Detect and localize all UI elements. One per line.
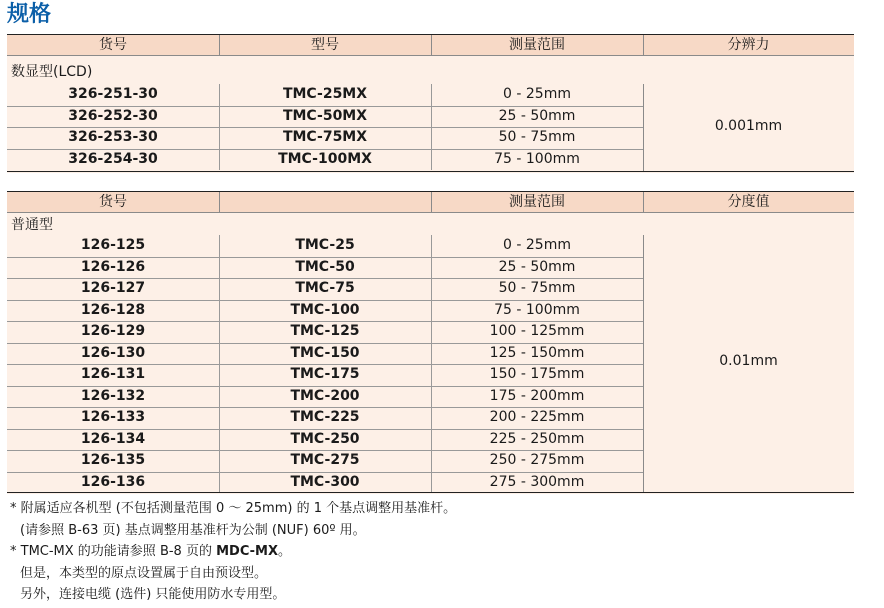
table-row: [7, 257, 854, 279]
note-1-line-1: * 附属适应各机型 (不包括测量范围 0 ～ 25mm) 的 1 个基点调整用基准杆。: [10, 501, 457, 516]
cell-model: TMC-50MX: [282, 107, 368, 124]
category-label: 普通型: [11, 217, 53, 233]
cell-range: 175 - 200mm: [489, 387, 585, 404]
header-graduation: 分度值: [727, 194, 770, 210]
cell-model: TMC-25: [295, 237, 355, 253]
cell-code: 126-129: [80, 323, 146, 339]
table-row: [7, 149, 854, 171]
note-1-line-2: (请参照 B-63 页) 基点调整用基准杆为公制 (NUF) 60º 用。: [20, 522, 366, 538]
category-label: 数显型(LCD): [11, 64, 93, 80]
cell-model: TMC-175: [290, 366, 360, 382]
cell-code: 126-127: [80, 280, 146, 296]
table-row: [7, 321, 854, 343]
cell-model: TMC-125: [290, 323, 360, 339]
note-2-line-3: 另外，连接电缆 (选件) 只能使用防水专用型。: [20, 587, 286, 602]
page-title: 规格: [7, 2, 52, 27]
cell-model: TMC-25MX: [282, 86, 368, 102]
table-row: [7, 407, 854, 429]
cell-model: TMC-150: [290, 344, 360, 361]
cell-model: TMC-300: [290, 473, 360, 490]
note-2-end: 。: [278, 544, 292, 559]
table-row: [7, 450, 854, 472]
header-model: [219, 192, 431, 212]
footnotes: [10, 498, 456, 606]
cell-range: 50 - 75mm: [498, 129, 576, 145]
cell-range: 200 - 225mm: [489, 409, 585, 425]
cell-model: TMC-200: [290, 387, 360, 404]
graduation-value: 0.01mm: [719, 353, 778, 369]
cell-code: 326-253-30: [68, 129, 158, 145]
table-row: [7, 278, 854, 300]
table-row: [7, 472, 854, 494]
header-code: 货号: [99, 37, 127, 53]
table-header: [7, 191, 854, 213]
table-header: [7, 34, 854, 56]
cell-range: 275 - 300mm: [489, 473, 585, 490]
cell-code: 326-252-30: [68, 107, 158, 124]
cell-range: 250 - 275mm: [489, 452, 585, 468]
cell-model: TMC-100: [290, 301, 360, 318]
header-range: 测量范围: [509, 194, 565, 210]
table-row: [7, 235, 854, 257]
cell-range: 225 - 250mm: [489, 430, 585, 447]
resolution-value: 0.001mm: [714, 118, 783, 134]
header-resolution: 分辨力: [727, 37, 770, 53]
cell-range: 0 - 25mm: [503, 86, 571, 102]
note-2-text: * TMC-MX 的功能请参照 B-8 页的: [10, 544, 217, 559]
cell-model: TMC-250: [290, 430, 360, 447]
cell-code: 126-126: [80, 258, 146, 275]
cell-code: 126-135: [80, 452, 146, 468]
cell-range: 75 - 100mm: [494, 150, 580, 167]
table-row: [7, 429, 854, 451]
cell-code: 326-251-30: [68, 86, 158, 102]
table-standard: [7, 191, 854, 494]
header-model: 型号: [311, 37, 339, 53]
cell-model: TMC-75: [295, 280, 355, 296]
cell-code: 126-128: [80, 301, 146, 318]
cell-range: 75 - 100mm: [494, 301, 580, 318]
note-2-model-link: MDC-MX: [216, 544, 279, 559]
table-row: [7, 84, 854, 106]
cell-range: 100 - 125mm: [489, 323, 585, 339]
table-row: [7, 386, 854, 408]
cell-model: TMC-75MX: [282, 129, 368, 145]
cell-code: 126-131: [80, 366, 146, 382]
table-digital: [7, 34, 854, 173]
header-range: 测量范围: [509, 37, 565, 53]
header-code: 货号: [99, 194, 127, 210]
cell-range: 50 - 75mm: [498, 280, 576, 296]
cell-model: TMC-225: [290, 409, 360, 425]
cell-code: 126-130: [80, 344, 146, 361]
cell-range: 150 - 175mm: [489, 366, 585, 382]
table-row: [7, 300, 854, 322]
cell-range: 0 - 25mm: [503, 237, 571, 253]
cell-code: 326-254-30: [68, 150, 158, 167]
cell-code: 126-134: [80, 430, 146, 447]
cell-code: 126-133: [80, 409, 146, 425]
cell-range: 25 - 50mm: [498, 107, 576, 124]
cell-model: TMC-100MX: [278, 150, 372, 167]
note-2-line-2: 但是，本类型的原点设置属于自由预设型。: [20, 565, 268, 581]
note-2-line-1: [10, 541, 456, 563]
cell-range: 125 - 150mm: [489, 344, 585, 361]
cell-code: 126-136: [80, 473, 146, 490]
cell-range: 25 - 50mm: [498, 258, 576, 275]
cell-model: TMC-275: [290, 452, 360, 468]
cell-code: 126-125: [80, 237, 146, 253]
cell-code: 126-132: [80, 387, 146, 404]
cell-model: TMC-50: [295, 258, 355, 275]
